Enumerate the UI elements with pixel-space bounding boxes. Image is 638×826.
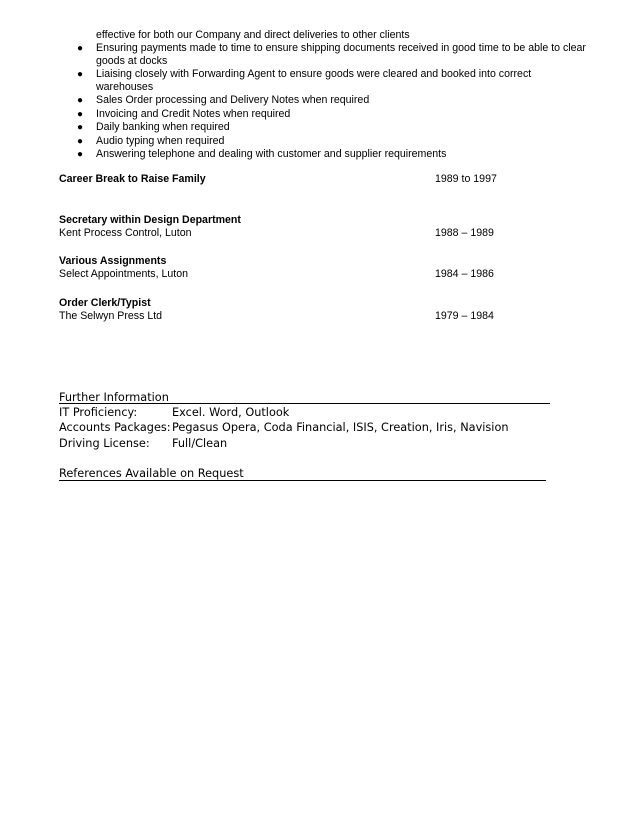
bullet-icon: ●: [77, 43, 84, 54]
duty-item: Ensuring payments made to time to ensure shipping documents received in good time to be able to clear: [96, 42, 586, 54]
duty-item: Answering telephone and dealing with customer and supplier requirements: [96, 148, 447, 160]
job-title: Secretary within Design Department: [59, 214, 241, 226]
job-employer: Select Appointments, Luton: [59, 268, 188, 280]
duty-item: Invoicing and Credit Notes when required: [96, 108, 291, 120]
bullet-icon: ●: [77, 95, 84, 106]
duty-continuation: effective for both our Company and direct deliveries to other clients: [96, 29, 410, 41]
job-dates: 1988 – 1989: [435, 227, 494, 239]
driving-license-value: Full/Clean: [172, 437, 228, 450]
bullet-icon: ●: [77, 69, 84, 80]
career-break-dates: 1989 to 1997: [435, 173, 497, 185]
job-employer: Kent Process Control, Luton: [59, 227, 192, 239]
job-title: Order Clerk/Typist: [59, 297, 151, 309]
accounts-packages-label: Accounts Packages:: [59, 421, 171, 434]
duty-item: Sales Order processing and Delivery Notes when required: [96, 94, 370, 106]
references-note: References Available on Request: [59, 467, 244, 480]
duty-item: Liaising closely with Forwarding Agent to ensure goods were cleared and booked into correct: [96, 68, 532, 80]
bullet-icon: ●: [77, 136, 84, 147]
further-info-heading: Further Information: [59, 391, 169, 404]
heading-underline: [59, 403, 550, 404]
bullet-icon: ●: [77, 109, 84, 120]
job-dates: 1984 – 1986: [435, 268, 494, 280]
accounts-packages-value: Pegasus Opera, Coda Financial, ISIS, Creation, Iris, Navision: [172, 421, 509, 434]
bullet-icon: ●: [77, 149, 84, 160]
duty-item-continued: warehouses: [96, 81, 154, 93]
it-proficiency-value: Excel. Word, Outlook: [172, 406, 290, 419]
job-employer: The Selwyn Press Ltd: [59, 310, 163, 322]
bullet-icon: ●: [77, 122, 84, 133]
job-title: Various Assignments: [59, 255, 167, 267]
references-underline: [59, 480, 546, 481]
duty-item: Audio typing when required: [96, 135, 225, 147]
job-dates: 1979 – 1984: [435, 310, 494, 322]
it-proficiency-label: IT Proficiency:: [59, 406, 138, 419]
duty-item-continued: goods at docks: [96, 55, 168, 67]
career-break-title: Career Break to Raise Family: [59, 173, 206, 185]
duty-item: Daily banking when required: [96, 121, 230, 133]
driving-license-label: Driving License:: [59, 437, 150, 450]
